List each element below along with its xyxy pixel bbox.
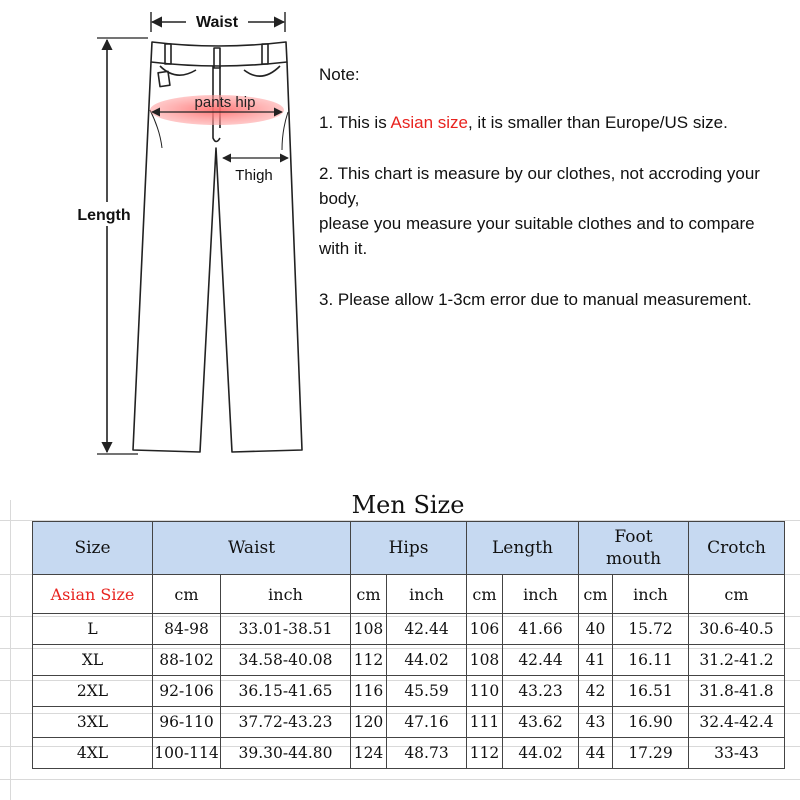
table-cell: 16.11 <box>613 645 689 676</box>
table-row <box>33 738 785 769</box>
table-cell: 88-102 <box>153 645 221 676</box>
unit-length-inch: inch <box>503 575 579 614</box>
header-row <box>33 522 785 575</box>
asian-size-label: Asian Size <box>33 575 153 614</box>
table-cell: 2XL <box>33 676 153 707</box>
table-cell: 112 <box>351 645 387 676</box>
unit-length-cm: cm <box>467 575 503 614</box>
table-cell: L <box>33 614 153 645</box>
table-cell: 37.72-43.23 <box>221 707 351 738</box>
table-cell: 39.30-44.80 <box>221 738 351 769</box>
note-item-2: 2. This chart is measure by our clothes, not accroding your body, please you measure your suitable clothes and to compare with it. <box>319 164 760 258</box>
size-table <box>32 521 785 769</box>
table-cell: 44 <box>579 738 613 769</box>
table-cell: 42.44 <box>503 645 579 676</box>
table-cell: 84-98 <box>153 614 221 645</box>
table-cell: 30.6-40.5 <box>689 614 785 645</box>
table-cell: 15.72 <box>613 614 689 645</box>
note-title: Note: <box>319 65 360 84</box>
table-cell: 106 <box>467 614 503 645</box>
table-cell: 32.4-42.4 <box>689 707 785 738</box>
table-cell: 31.8-41.8 <box>689 676 785 707</box>
header-length: Length <box>467 522 579 575</box>
unit-hips-inch: inch <box>387 575 467 614</box>
header-foot-mouth: Foot mouth <box>579 522 689 575</box>
table-cell: 36.15-41.65 <box>221 676 351 707</box>
pants-hip-label: pants hip <box>194 94 256 111</box>
table-title: Men Size <box>351 491 465 519</box>
table-cell: 44.02 <box>503 738 579 769</box>
table-cell: 100-114 <box>153 738 221 769</box>
table-row <box>33 614 785 645</box>
waist-label: Waist <box>195 14 239 31</box>
table-row <box>33 645 785 676</box>
table-cell: 4XL <box>33 738 153 769</box>
table-cell: 41 <box>579 645 613 676</box>
table-cell: 112 <box>467 738 503 769</box>
table-cell: 45.59 <box>387 676 467 707</box>
table-cell: 42 <box>579 676 613 707</box>
table-cell: 31.2-41.2 <box>689 645 785 676</box>
table-row <box>33 707 785 738</box>
unit-hips-cm: cm <box>351 575 387 614</box>
table-cell: 111 <box>467 707 503 738</box>
unit-crotch-cm: cm <box>689 575 785 614</box>
thigh-label: Thigh <box>235 167 273 184</box>
unit-waist-cm: cm <box>153 575 221 614</box>
table-cell: 17.29 <box>613 738 689 769</box>
table-cell: 108 <box>351 614 387 645</box>
table-cell: 3XL <box>33 707 153 738</box>
table-cell: 16.51 <box>613 676 689 707</box>
table-cell: 40 <box>579 614 613 645</box>
unit-waist-inch: inch <box>221 575 351 614</box>
table-cell: 34.58-40.08 <box>221 645 351 676</box>
table-row <box>33 676 785 707</box>
unit-row <box>33 575 785 614</box>
table-cell: 43.23 <box>503 676 579 707</box>
header-size: Size <box>33 522 153 575</box>
table-cell: 108 <box>467 645 503 676</box>
table-cell: 48.73 <box>387 738 467 769</box>
note-item-1: 1. This is Asian size, it is smaller than Europe/US size. <box>319 113 728 132</box>
table-cell: 124 <box>351 738 387 769</box>
asian-size-highlight: Asian size <box>390 113 468 132</box>
table-cell: 33.01-38.51 <box>221 614 351 645</box>
table-cell: 116 <box>351 676 387 707</box>
pants-diagram <box>0 0 310 470</box>
table-cell: 43.62 <box>503 707 579 738</box>
header-hips: Hips <box>351 522 467 575</box>
table-cell: 96-110 <box>153 707 221 738</box>
length-label: Length <box>77 207 131 224</box>
table-cell: 16.90 <box>613 707 689 738</box>
table-cell: 47.16 <box>387 707 467 738</box>
table-cell: 33-43 <box>689 738 785 769</box>
unit-foot-cm: cm <box>579 575 613 614</box>
table-cell: 120 <box>351 707 387 738</box>
note-item-3: 3. Please allow 1-3cm error due to manual measurement. <box>319 290 752 309</box>
table-cell: 43 <box>579 707 613 738</box>
unit-foot-inch: inch <box>613 575 689 614</box>
table-cell: 42.44 <box>387 614 467 645</box>
table-cell: XL <box>33 645 153 676</box>
note-block <box>319 62 789 338</box>
table-cell: 44.02 <box>387 645 467 676</box>
header-waist: Waist <box>153 522 351 575</box>
header-crotch: Crotch <box>689 522 785 575</box>
table-cell: 92-106 <box>153 676 221 707</box>
table-cell: 110 <box>467 676 503 707</box>
table-cell: 41.66 <box>503 614 579 645</box>
